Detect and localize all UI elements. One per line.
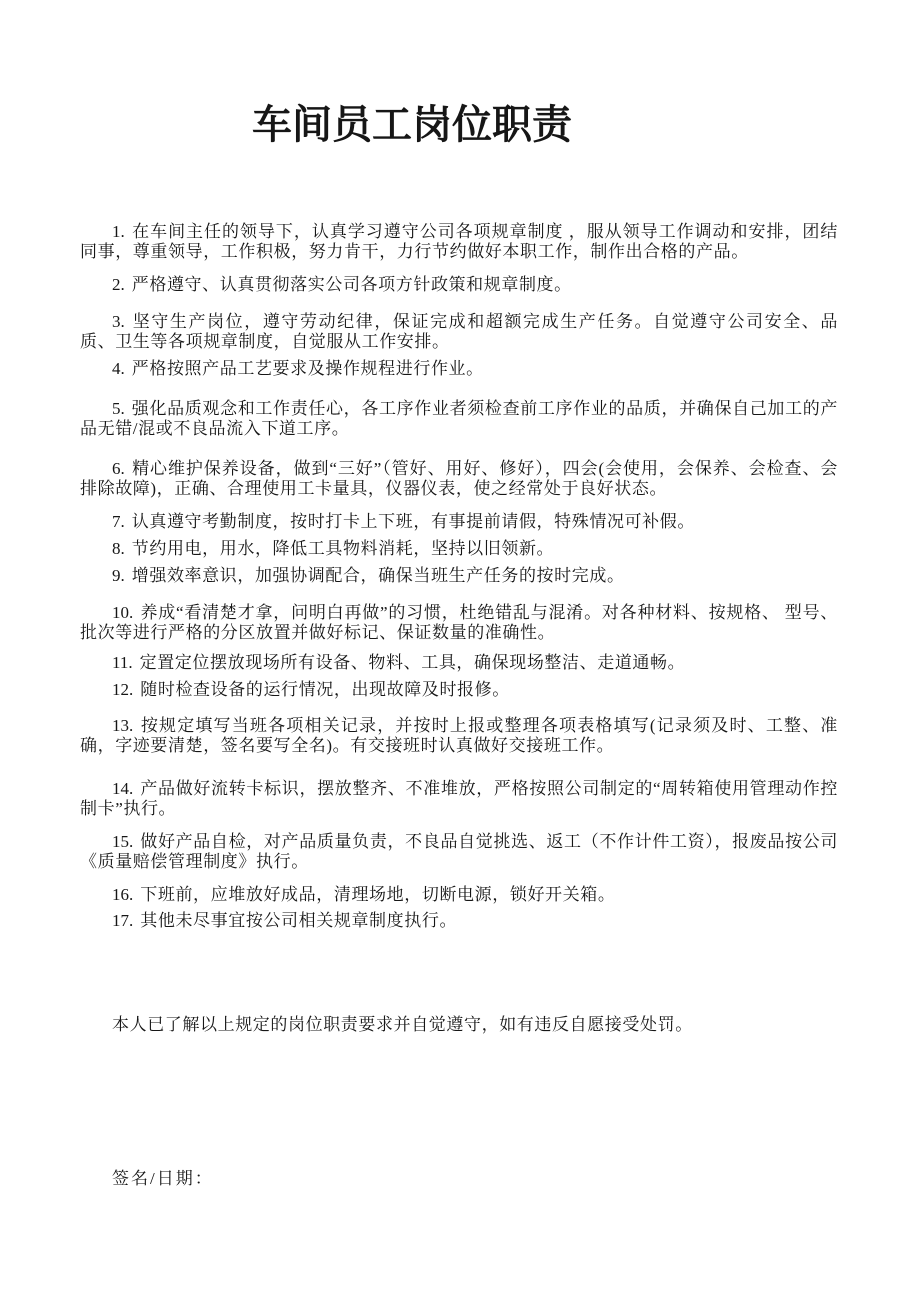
list-item [80, 275, 838, 295]
item-text: 坚守生产岗位，遵守劳动纪律，保证完成和超额完成生产任务。自觉遵守公司安全、品 质、卫生等各项规章制度，自觉服从工作安排。 [80, 312, 838, 351]
list-item [80, 680, 838, 700]
page-title: 车间员工岗位职责 [252, 102, 572, 147]
item-text: 认真遵守考勤制度，按时打卡上下班，有事提前请假，特殊情况可补假。 [131, 512, 695, 531]
item-text: 随时检查设备的运行情况，出现故障及时报修。 [140, 680, 510, 699]
item-number: 1. [112, 222, 125, 241]
item-text: 养成“看清楚才拿，问明白再做”的习惯，杜绝错乱与混淆。对各种材料、按规格、 型号、批次等进行严格的分区放置并做好标记、保证数量的准确性。 [80, 603, 838, 642]
list-item [80, 716, 838, 756]
item-number: 12. [112, 680, 134, 699]
responsibility-list [80, 222, 838, 931]
item-text: 节约用电，用水，降低工具物料消耗，坚持以旧领新。 [131, 539, 555, 558]
item-number: 11. [112, 653, 133, 672]
item-text: 严格遵守、认真贯彻落实公司各项方针政策和规章制度。 [131, 275, 572, 294]
list-item [80, 566, 838, 586]
item-number: 5. [112, 399, 125, 418]
item-number: 4. [112, 359, 125, 378]
list-item [80, 312, 838, 352]
item-number: 8. [112, 539, 125, 558]
list-item [80, 539, 838, 559]
item-number: 2. [112, 275, 125, 294]
list-item [80, 653, 838, 673]
item-number: 6. [112, 459, 125, 478]
item-number: 9. [112, 566, 125, 585]
item-number: 17. [112, 911, 134, 930]
item-text: 产品做好流转卡标识，摆放整齐、不准堆放，严格按照公司制定的“周转箱使用管理动作控制卡”执行。 [80, 779, 838, 818]
item-text: 在车间主任的领导下，认真学习遵守公司各项规章制度 ，服从领导工作调动和安排，团结同事，尊重领导，工作积极，努力肯干，力行节约做好本职工作，制作出合格的产品。 [80, 222, 838, 261]
item-number: 3. [112, 312, 125, 331]
list-item [80, 603, 838, 643]
item-number: 14. [112, 779, 134, 798]
item-text: 按规定填写当班各项相关记录，并按时上报或整理各项表格填写(记录须及时、工整、准确，字迹要清楚，签名要写全名)。有交接班时认真做好交接班工作。 [80, 716, 838, 755]
list-item [80, 459, 838, 499]
list-item [80, 399, 838, 439]
list-item [80, 359, 838, 379]
list-item [80, 222, 838, 262]
item-text: 强化品质观念和工作责任心，各工序作业者须检查前工序作业的品质，并确保自己加工的产品无错/混或不良品流入下道工序。 [80, 399, 838, 438]
item-number: 13. [112, 716, 134, 735]
list-item [80, 832, 838, 872]
list-item [80, 779, 838, 819]
item-text: 下班前，应堆放好成品，清理场地，切断电源，锁好开关箱。 [140, 885, 616, 904]
item-text: 定置定位摆放现场所有设备、物料、工具，确保现场整洁、走道通畅。 [139, 653, 686, 672]
item-number: 16. [112, 885, 134, 904]
item-text: 其他未尽事宜按公司相关规章制度执行。 [140, 911, 458, 930]
item-number: 15. [112, 832, 134, 851]
closing-statement: 本人已了解以上规定的岗位职责要求并自觉遵守，如有违反自愿接受处罚。 [112, 1015, 693, 1034]
signature-date-label: 签名/日期： [112, 1169, 214, 1188]
list-item [80, 512, 838, 532]
item-text: 严格按照产品工艺要求及操作规程进行作业。 [131, 359, 484, 378]
item-text: 做好产品自检，对产品质量负责，不良品自觉挑选、返工（不作计件工资），报废品按公司《质量赔偿管理制度》执行。 [80, 832, 838, 871]
list-item [80, 911, 838, 931]
item-text: 增强效率意识，加强协调配合，确保当班生产任务的按时完成。 [131, 566, 625, 585]
list-item [80, 885, 838, 905]
item-number: 7. [112, 512, 125, 531]
item-text: 精心维护保养设备，做到“三好”（管好、用好、修好），四会(会使用，会保养、会检查、会排除故障)，正确、合理使用工卡量具，仪器仪表，使之经常处于良好状态。 [80, 459, 838, 498]
item-number: 10. [112, 603, 134, 622]
